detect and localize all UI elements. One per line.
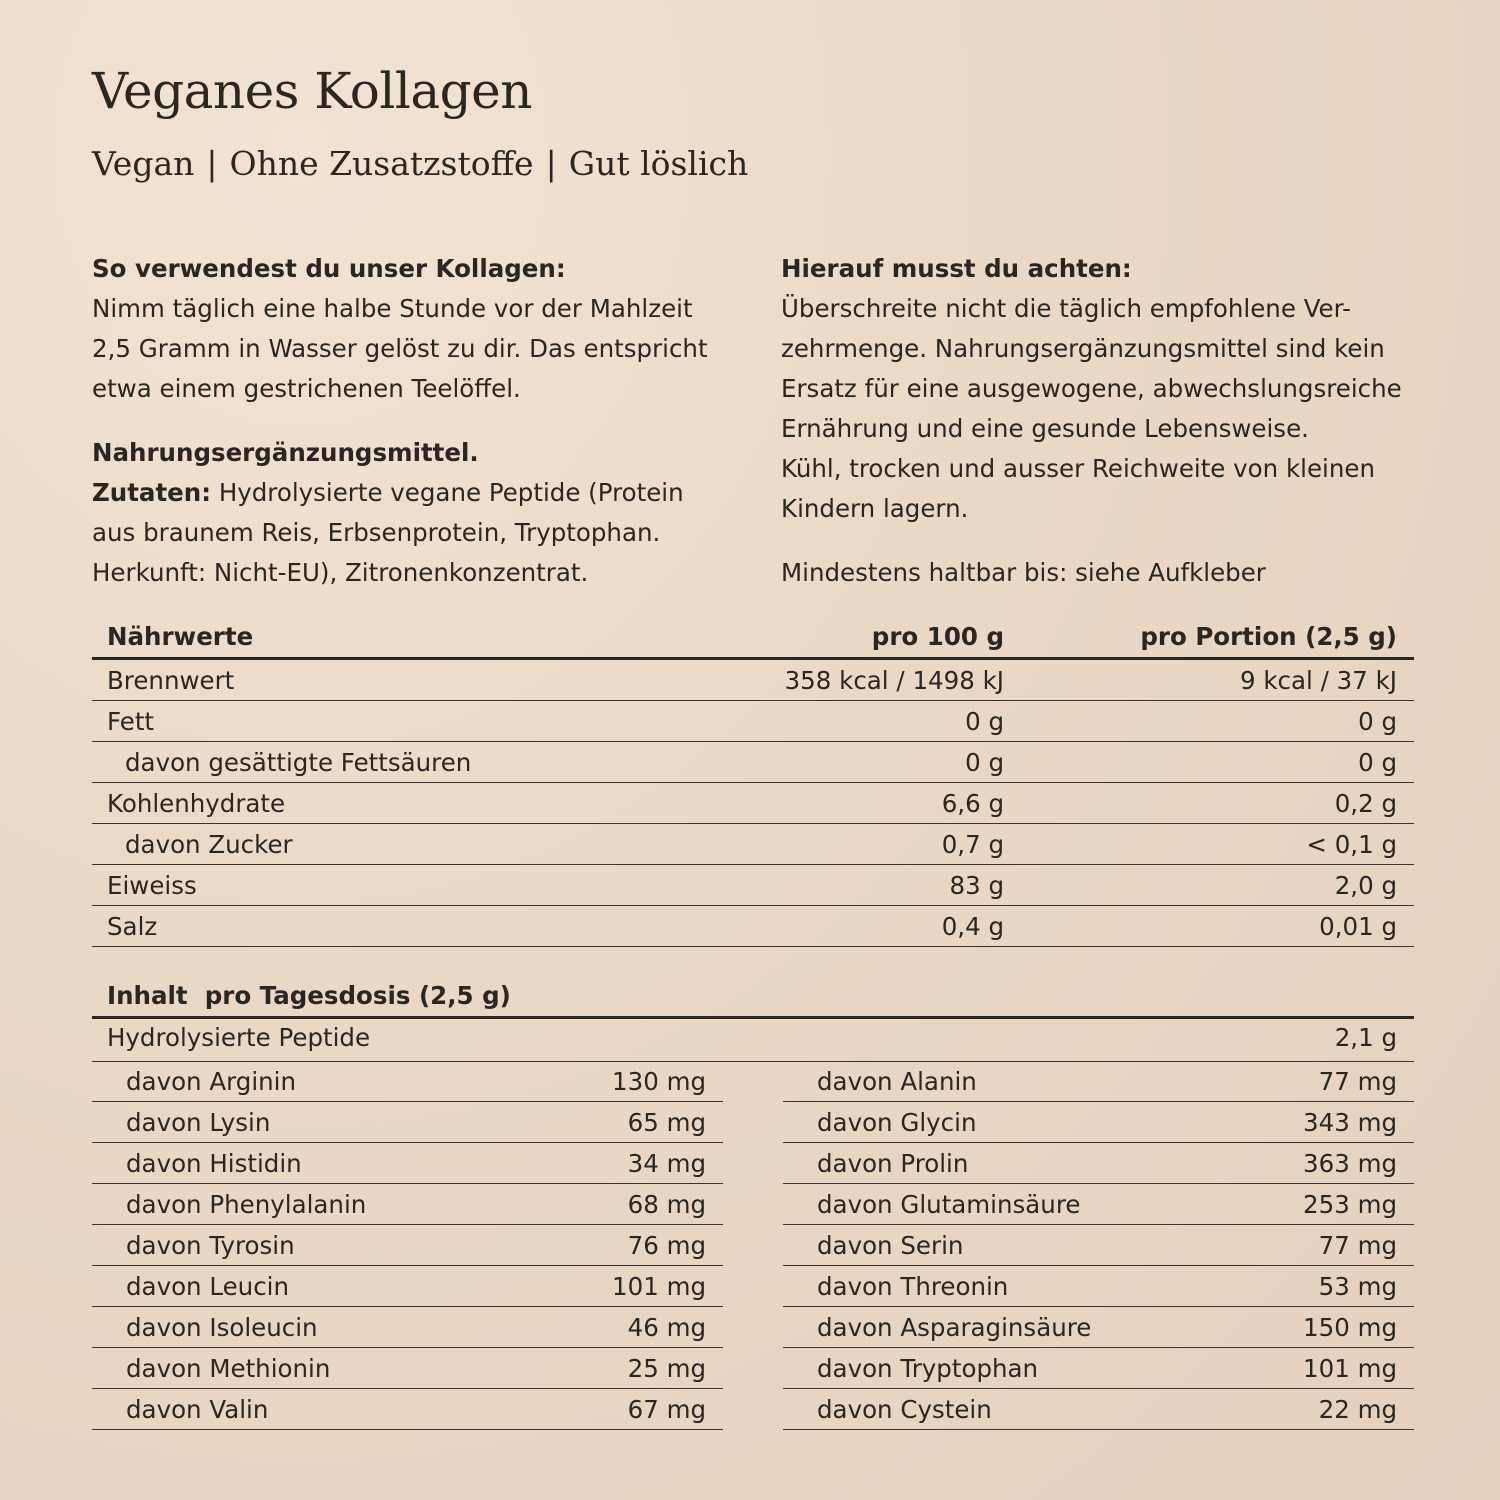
amino-name: davon Tyrosin: [92, 1225, 541, 1266]
table-row: [92, 1102, 723, 1143]
table-row: [92, 1184, 723, 1225]
warning-line: Überschreite nicht die täglich empfohlene Ver-: [781, 294, 1351, 323]
amino-value: 253 mg: [1247, 1184, 1414, 1225]
amino-name: davon Alanin: [783, 1061, 1247, 1102]
ingredients-text: Hydrolysierte vegane Peptide (Protein: [211, 478, 684, 507]
amino-name: davon Methionin: [92, 1348, 541, 1389]
daily-dose-heading-row: [92, 976, 1414, 1019]
table-row: [92, 1389, 723, 1430]
amino-name: davon Glycin: [783, 1102, 1247, 1143]
amino-value: 46 mg: [541, 1307, 723, 1348]
peptides-value: 2,1 g: [1334, 1023, 1397, 1052]
usage-section: [92, 249, 708, 409]
table-row: [783, 1184, 1414, 1225]
amino-acid-table-left: [92, 1061, 723, 1430]
nutrient-portion: 0,2 g: [1004, 783, 1414, 824]
nutrient-portion: 0 g: [1004, 701, 1414, 742]
usage-line: Nimm täglich eine halbe Stunde vor der Mahlzeit: [92, 294, 693, 323]
peptides-label: Hydrolysierte Peptide: [107, 1023, 371, 1052]
amino-name: davon Valin: [92, 1389, 541, 1430]
table-row: [92, 1061, 723, 1102]
nutrition-header-portion: pro Portion (2,5 g): [1004, 615, 1414, 659]
amino-acid-table-right: [783, 1061, 1414, 1430]
warning-section: [781, 249, 1402, 529]
nutrient-portion: 0 g: [1004, 742, 1414, 783]
nutrient-per100: 0,4 g: [704, 906, 1004, 947]
amino-name: davon Glutaminsäure: [783, 1184, 1247, 1225]
amino-value: 130 mg: [541, 1061, 723, 1102]
table-row: [783, 1389, 1414, 1430]
amino-name: davon Asparaginsäure: [783, 1307, 1247, 1348]
amino-name: davon Phenylalanin: [92, 1184, 541, 1225]
nutrient-name: Eiweiss: [92, 865, 704, 906]
amino-name: davon Histidin: [92, 1143, 541, 1184]
amino-value: 76 mg: [541, 1225, 723, 1266]
product-title: Veganes Kollagen: [92, 62, 532, 120]
nutrient-name: Salz: [92, 906, 704, 947]
table-row: [92, 906, 1414, 947]
warning-line: zehrmenge. Nahrungsergänzungsmittel sind kein: [781, 334, 1385, 363]
table-row: [783, 1225, 1414, 1266]
amino-name: davon Cystein: [783, 1389, 1247, 1430]
usage-line: etwa einem gestrichenen Teelöffel.: [92, 374, 521, 403]
nutrient-per100: 6,6 g: [704, 783, 1004, 824]
ingredients-line: aus braunem Reis, Erbsenprotein, Tryptophan.: [92, 518, 661, 547]
amino-name: davon Isoleucin: [92, 1307, 541, 1348]
supplement-section: [92, 433, 684, 593]
amino-value: 68 mg: [541, 1184, 723, 1225]
tag-separator: |: [206, 144, 218, 183]
amino-value: 77 mg: [1247, 1225, 1414, 1266]
warning-line: Kindern lagern.: [781, 494, 969, 523]
usage-line: 2,5 Gramm in Wasser gelöst zu dir. Das entspricht: [92, 334, 708, 363]
amino-value: 150 mg: [1247, 1307, 1414, 1348]
table-row: [783, 1266, 1414, 1307]
table-row: [92, 824, 1414, 865]
nutrient-name: Kohlenhydrate: [92, 783, 704, 824]
table-row: [92, 783, 1414, 824]
nutrient-portion: < 0,1 g: [1004, 824, 1414, 865]
amino-value: 343 mg: [1247, 1102, 1414, 1143]
nutrition-header-row: [92, 615, 1414, 659]
warning-line: Ernährung und eine gesunde Lebensweise.: [781, 414, 1309, 443]
supplement-heading: Nahrungsergänzungsmittel.: [92, 438, 479, 467]
amino-name: davon Threonin: [783, 1266, 1247, 1307]
amino-value: 101 mg: [1247, 1348, 1414, 1389]
nutrient-per100: 0,7 g: [704, 824, 1004, 865]
usage-heading: So verwendest du unser Kollagen:: [92, 254, 566, 283]
daily-dose-heading: Inhalt pro Tagesdosis (2,5 g): [107, 981, 511, 1010]
amino-value: 22 mg: [1247, 1389, 1414, 1430]
ingredients-line: Herkunft: Nicht-EU), Zitronenkonzentrat.: [92, 558, 589, 587]
nutrient-name: Brennwert: [92, 659, 704, 701]
amino-value: 77 mg: [1247, 1061, 1414, 1102]
amino-value: 53 mg: [1247, 1266, 1414, 1307]
warning-line: Ersatz für eine ausgewogene, abwechslungsreiche: [781, 374, 1402, 403]
tag-soluble: Gut löslich: [568, 144, 749, 183]
ingredients-line: [92, 473, 684, 513]
table-row: [783, 1061, 1414, 1102]
table-row: [92, 865, 1414, 906]
table-row: [783, 1307, 1414, 1348]
product-tags: [92, 144, 748, 183]
table-row: [92, 659, 1414, 701]
tag-vegan: Vegan: [92, 144, 195, 183]
nutrition-header-name: Nährwerte: [92, 615, 704, 659]
table-row: [92, 1266, 723, 1307]
nutrient-portion: 9 kcal / 37 kJ: [1004, 659, 1414, 701]
nutrient-name: davon gesättigte Fettsäuren: [92, 742, 704, 783]
warning-heading: Hierauf musst du achten:: [781, 254, 1132, 283]
amino-value: 34 mg: [541, 1143, 723, 1184]
amino-value: 65 mg: [541, 1102, 723, 1143]
nutrition-table: [92, 615, 1414, 947]
table-row: [783, 1143, 1414, 1184]
peptides-row: [92, 1019, 1414, 1062]
nutrient-per100: 0 g: [704, 701, 1004, 742]
amino-name: davon Arginin: [92, 1061, 541, 1102]
tag-no-additives: Ohne Zusatzstoffe: [229, 144, 534, 183]
amino-name: davon Prolin: [783, 1143, 1247, 1184]
table-row: [92, 1225, 723, 1266]
nutrition-header-per100: pro 100 g: [704, 615, 1004, 659]
table-row: [92, 1143, 723, 1184]
tag-separator: |: [545, 144, 557, 183]
table-row: [783, 1102, 1414, 1143]
amino-value: 67 mg: [541, 1389, 723, 1430]
amino-name: davon Leucin: [92, 1266, 541, 1307]
nutrient-name: davon Zucker: [92, 824, 704, 865]
table-row: [783, 1348, 1414, 1389]
best-before: Mindestens haltbar bis: siehe Aufkleber: [781, 558, 1266, 587]
amino-name: davon Tryptophan: [783, 1348, 1247, 1389]
table-row: [92, 1348, 723, 1389]
nutrient-per100: 83 g: [704, 865, 1004, 906]
table-row: [92, 1307, 723, 1348]
nutrient-per100: 0 g: [704, 742, 1004, 783]
warning-line: Kühl, trocken und ausser Reichweite von kleinen: [781, 454, 1375, 483]
amino-name: davon Serin: [783, 1225, 1247, 1266]
table-row: [92, 701, 1414, 742]
amino-value: 25 mg: [541, 1348, 723, 1389]
nutrient-portion: 0,01 g: [1004, 906, 1414, 947]
ingredients-label: Zutaten:: [92, 478, 212, 507]
amino-value: 101 mg: [541, 1266, 723, 1307]
amino-value: 363 mg: [1247, 1143, 1414, 1184]
table-row: [92, 742, 1414, 783]
nutrient-portion: 2,0 g: [1004, 865, 1414, 906]
nutrient-name: Fett: [92, 701, 704, 742]
nutrient-per100: 358 kcal / 1498 kJ: [704, 659, 1004, 701]
amino-name: davon Lysin: [92, 1102, 541, 1143]
